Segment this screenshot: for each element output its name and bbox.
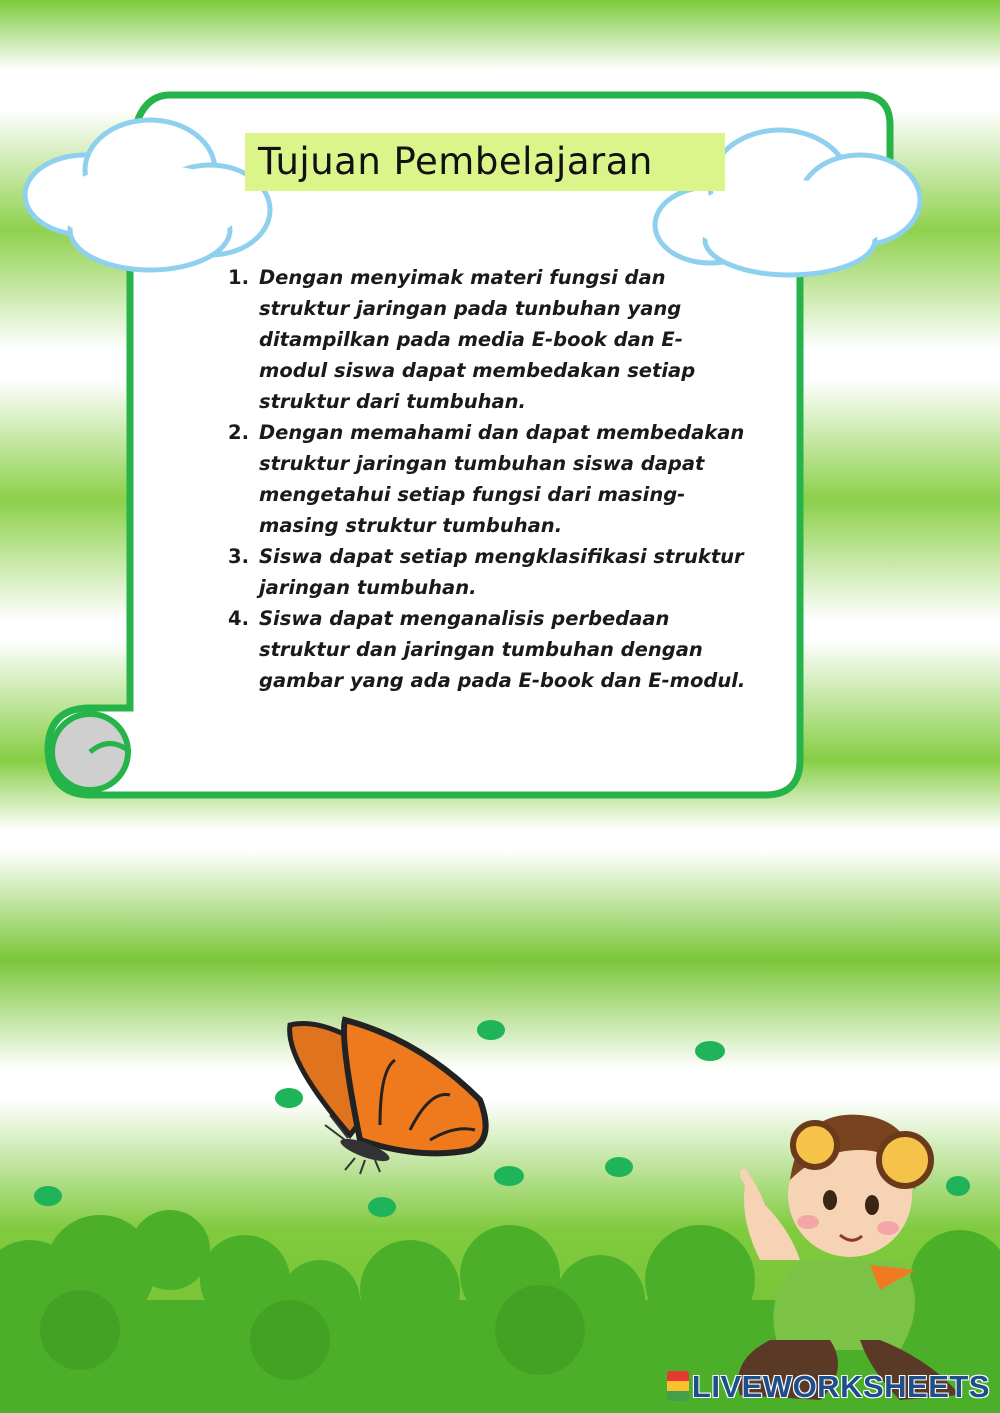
list-item (228, 262, 748, 417)
objectives-list (228, 262, 748, 696)
item-number: 2. (228, 421, 249, 444)
item-text: Dengan menyimak materi fungsi dan struktur jaringan pada tunbuhan yang ditampilkan pada media E-book dan E-modul siswa dapat membedakan setiap struktur dari tumbuhan. (259, 266, 696, 413)
item-text: Siswa dapat setiap mengklasifikasi struktur jaringan tumbuhan. (259, 545, 744, 599)
butterfly (290, 1020, 486, 1174)
page-title: Tujuan Pembelajaran (258, 140, 653, 183)
list-item (228, 541, 748, 603)
item-text: Siswa dapat menganalisis perbedaan struktur dan jaringan tumbuhan dengan gambar yang ada pada E-book dan E-modul. (259, 607, 746, 692)
watermark-logo (667, 1369, 990, 1405)
live-badge-icon (667, 1371, 689, 1401)
item-number: 4. (228, 607, 249, 630)
item-number: 3. (228, 545, 249, 568)
item-text: Dengan memahami dan dapat membedakan struktur jaringan tumbuhan siswa dapat mengetahui setiap fungsi dari masing-masing struktur tumbuhan. (259, 421, 745, 537)
list-item (228, 417, 748, 541)
list-item (228, 603, 748, 696)
item-number: 1. (228, 266, 249, 289)
watermark-text: LIVEWORKSHEETS (691, 1369, 990, 1404)
